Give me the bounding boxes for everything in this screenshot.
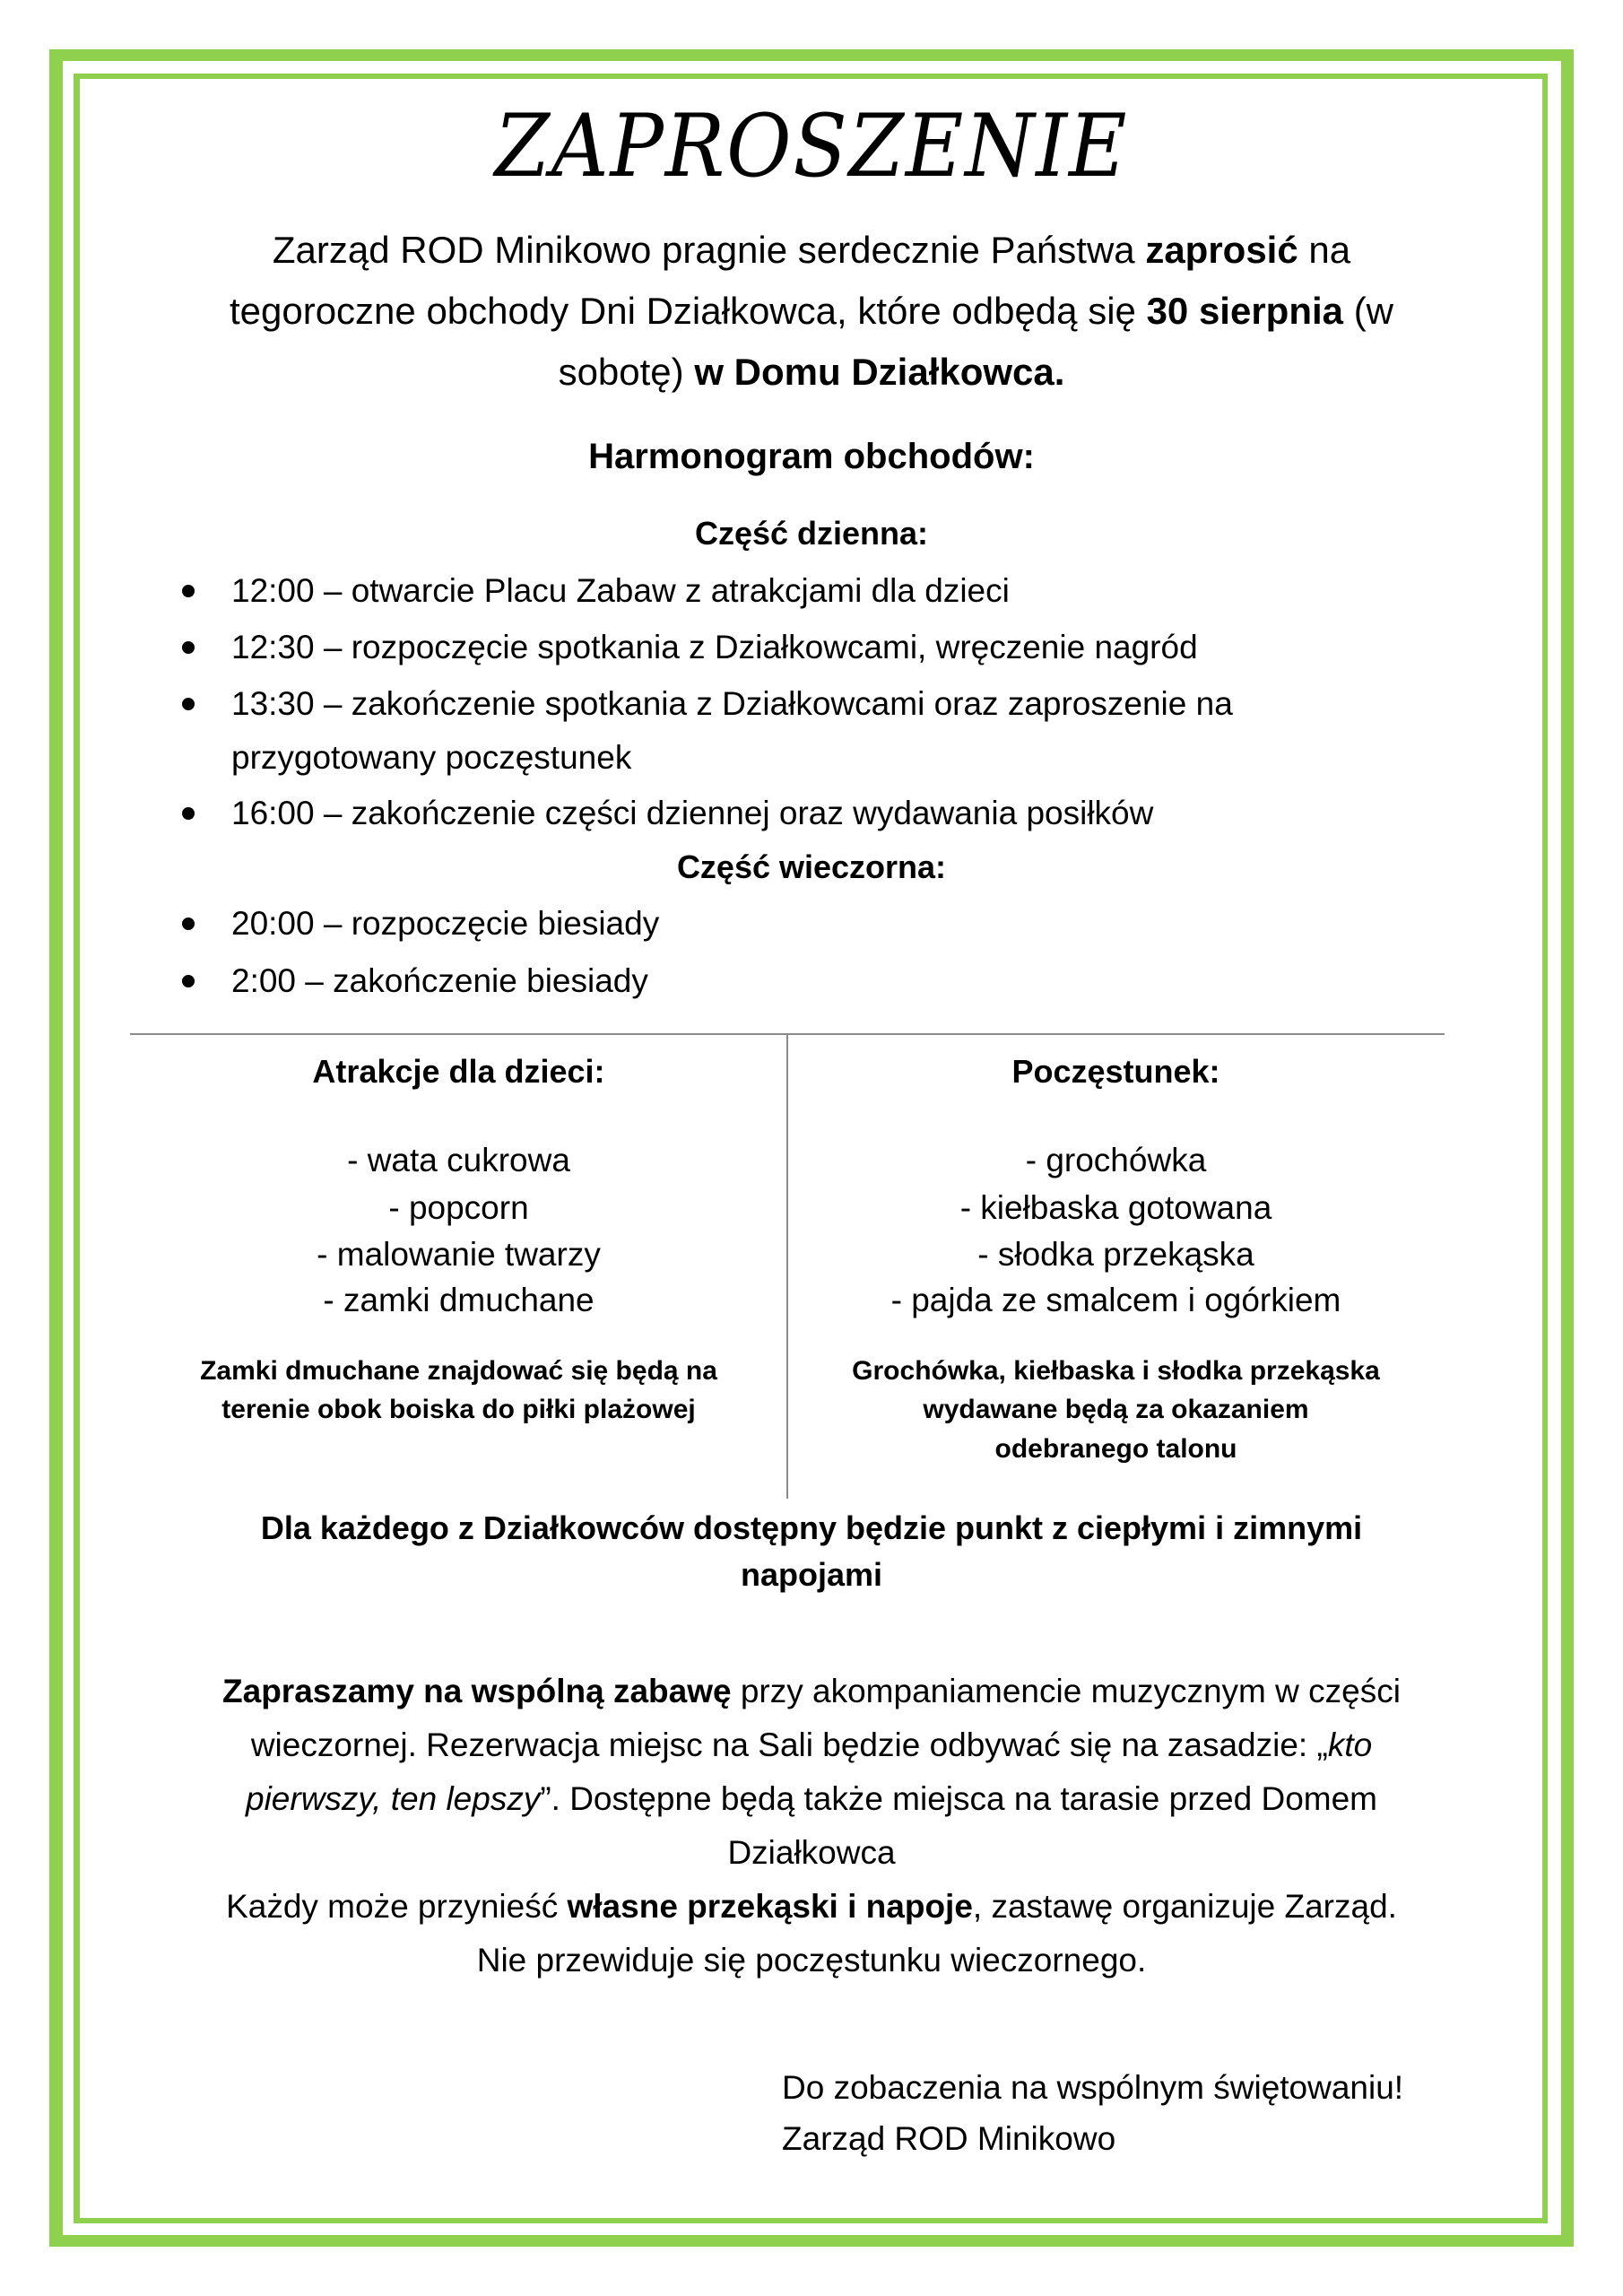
refreshment-item: - słodka przekąska	[977, 1236, 1254, 1273]
refreshments-note-line: odebranego talonu	[994, 1434, 1237, 1464]
closing-line-5	[0, 1887, 1623, 1926]
frame-outer-bottom	[49, 2235, 1574, 2247]
frame-inner-top	[74, 74, 1548, 79]
schedule-heading: Harmonogram obchodów:	[588, 437, 1035, 476]
schedule-item: 12:00 – otwarcie Placu Zabaw z atrakcjami dla dzieci	[231, 572, 1010, 609]
closing-text: wieczornej. Rezerwacja miejsc na Sali będzie odbywać się na zasadzie: „	[250, 1726, 1328, 1763]
evening-part-heading: Część wieczorna:	[676, 848, 947, 885]
event-date: 30 sierpnia	[1146, 290, 1344, 332]
bullet-icon	[182, 641, 195, 654]
closing-text: Każdy może przynieść	[226, 1888, 568, 1925]
closing-text: , zastawę organizuje Zarząd.	[972, 1888, 1397, 1925]
intro-text: Zarząd ROD Minikowo pragnie serdecznie Państwa	[272, 229, 1146, 271]
kids-note-line: terenie obok boiska do piłki plażowej	[221, 1395, 696, 1424]
refreshments-note-line: Grochówka, kiełbaska i słodka przekąska	[852, 1356, 1380, 1386]
drinks-notice-line: Dla każdego z Działkowców dostępny będzie punkt z ciepłymi i zimnymi	[260, 1509, 1363, 1546]
intro-text: na	[1298, 229, 1351, 271]
closing-line-3	[0, 1779, 1623, 1819]
intro-emphasis: zaprosić	[1145, 229, 1298, 271]
closing-line-2	[0, 1726, 1623, 1765]
kids-attraction-item: - malowanie twarzy	[317, 1236, 601, 1273]
bullet-icon	[182, 975, 195, 987]
kids-attraction-item: - zamki dmuchane	[323, 1282, 595, 1318]
day-part-heading: Część dzienna:	[694, 515, 929, 552]
intro-text: sobotę)	[558, 351, 695, 393]
schedule-item: 12:30 – rozpoczęcie spotkania z Działkowcami, wręczenie nagród	[231, 629, 1198, 665]
closing-quote: kto	[1327, 1726, 1373, 1763]
closing-line-1	[0, 1672, 1623, 1711]
frame-outer-top	[49, 49, 1574, 61]
bullet-icon	[182, 807, 195, 820]
frame-inner-bottom	[74, 2218, 1548, 2223]
intro-line-2	[0, 289, 1623, 334]
closing-line-6: Nie przewiduje się poczęstunku wieczornego.	[476, 1942, 1147, 1979]
invitation-title: ZAPROSZENIE	[494, 96, 1129, 196]
intro-text: (w	[1343, 290, 1394, 332]
closing-line-4: Działkowca	[727, 1834, 896, 1871]
intro-line-3	[0, 350, 1623, 395]
schedule-item-continuation: przygotowany poczęstunek	[231, 739, 632, 776]
refreshments-note-line: wydawane będą za okazaniem	[923, 1395, 1309, 1424]
schedule-item: 20:00 – rozpoczęcie biesiady	[231, 905, 660, 942]
bullet-icon	[182, 585, 195, 597]
closing-emphasis: własne przekąski i napoje	[567, 1888, 973, 1925]
refreshments-heading: Poczęstunek:	[1011, 1053, 1220, 1090]
closing-text: przy akompaniamencie muzycznym w części	[731, 1673, 1401, 1709]
closing-quote: pierwszy, ten lepszy	[246, 1780, 541, 1817]
closing-text: ”. Dostępne będą także miejsca na tarasie przed Domem	[540, 1780, 1377, 1817]
bullet-icon	[182, 698, 195, 710]
refreshment-item: - kiełbaska gotowana	[959, 1189, 1272, 1226]
schedule-item: 16:00 – zakończenie części dziennej oraz wydawania posiłków	[231, 795, 1154, 831]
bullet-icon	[182, 918, 195, 930]
event-venue: w Domu Działkowca.	[694, 351, 1065, 393]
refreshment-item: - grochówka	[1025, 1142, 1207, 1178]
signature-greeting: Do zobaczenia na wspólnym świętowaniu!	[782, 2069, 1404, 2106]
schedule-item: 2:00 – zakończenie biesiady	[231, 962, 648, 999]
drinks-notice-line: napojami	[740, 1556, 883, 1593]
schedule-item: 13:30 – zakończenie spotkania z Działkowcami oraz zaproszenie na	[231, 685, 1233, 722]
kids-attractions-heading: Atrakcje dla dzieci:	[312, 1053, 605, 1090]
refreshment-item: - pajda ze smalcem i ogórkiem	[890, 1282, 1341, 1318]
kids-note-line: Zamki dmuchane znajdować się będą na	[200, 1356, 717, 1386]
closing-emphasis: Zapraszamy na wspólną zabawę	[222, 1673, 732, 1709]
signature-name: Zarząd ROD Minikowo	[782, 2120, 1116, 2157]
kids-attraction-item: - wata cukrowa	[347, 1142, 570, 1178]
intro-line-1	[0, 228, 1623, 273]
kids-attraction-item: - popcorn	[388, 1189, 529, 1226]
intro-text: tegoroczne obchody Dni Działkowca, które odbędą się	[229, 290, 1147, 332]
